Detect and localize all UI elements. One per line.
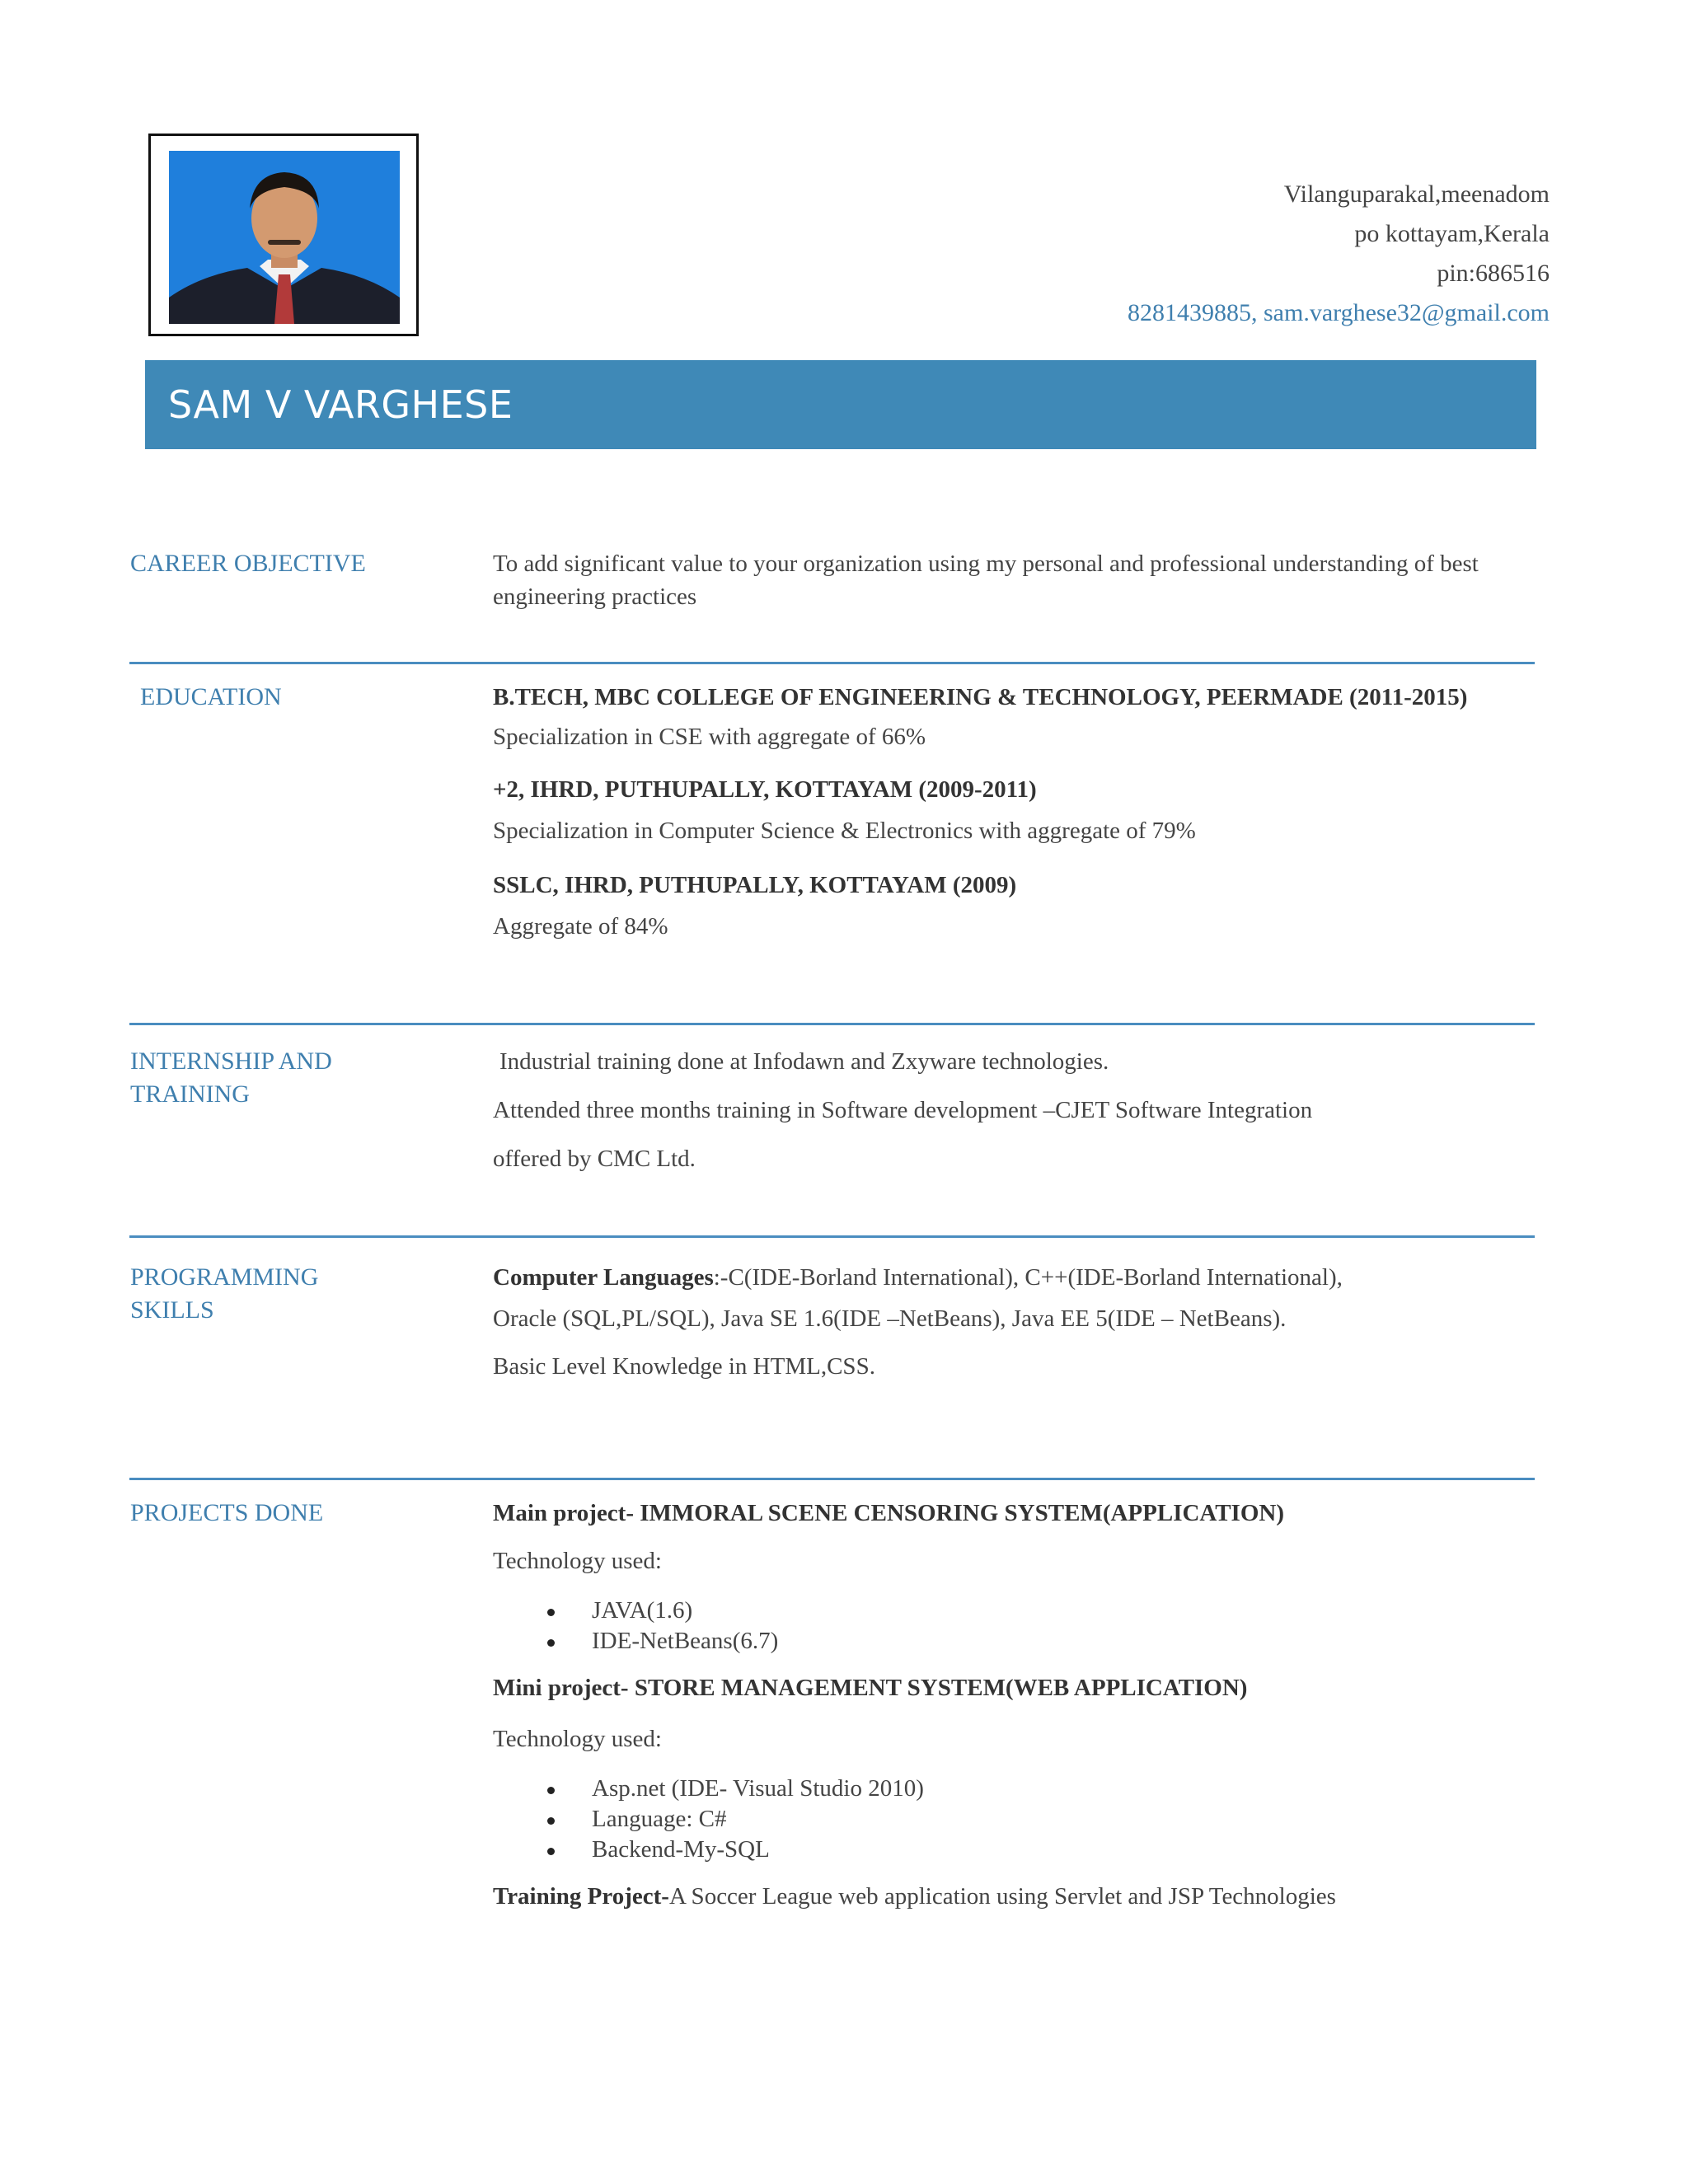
internship-line: offered by CMC Ltd.: [493, 1146, 696, 1172]
candidate-name: SAM V VARGHESE: [168, 382, 513, 427]
section-label-line: INTERNSHIP AND: [130, 1047, 332, 1075]
career-line: To add significant value to your organization using my personal and professional understanding of best: [493, 551, 1479, 577]
list-item: IDE-NetBeans(6.7): [493, 1626, 1540, 1657]
training-project-text: A Soccer League web application using Servlet and JSP Technologies: [668, 1883, 1336, 1910]
skills-languages-line: [493, 1261, 1540, 1294]
section-label-programming-skills: [130, 1261, 318, 1327]
skills-languages-label: Computer Languages: [493, 1264, 714, 1291]
main-project-line: [493, 1497, 1540, 1530]
skills-line: Basic Level Knowledge in HTML,CSS.: [493, 1353, 875, 1380]
address-line: pin:686516: [1437, 260, 1550, 287]
education-detail: Specialization in CSE with aggregate of 66%: [493, 724, 926, 750]
mini-project-title: STORE MANAGEMENT SYSTEM(WEB APPLICATION): [634, 1675, 1248, 1701]
address-line: po kottayam,Kerala: [1354, 220, 1550, 247]
section-label-projects: PROJECTS DONE: [130, 1499, 324, 1526]
profile-photo: [169, 151, 400, 324]
list-item: Backend-My-SQL: [493, 1835, 1540, 1865]
section-divider: [129, 662, 1535, 664]
address-line: Vilanguparakal,meenadom: [1283, 180, 1550, 208]
section-label-line: PROGRAMMING: [130, 1263, 319, 1291]
internship-line: Industrial training done at Infodawn and Zxyware technologies.: [499, 1048, 1109, 1075]
education-content: [493, 681, 1540, 943]
career-objective-text: [493, 547, 1540, 613]
list-item: Language: C#: [493, 1804, 1540, 1835]
section-label-internship: [130, 1045, 332, 1111]
education-title: +2, IHRD, PUTHUPALLY, KOTTAYAM (2009-2011): [493, 776, 1037, 803]
education-detail: Aggregate of 84%: [493, 913, 668, 940]
mini-project-line: [493, 1671, 1540, 1704]
main-project-suffix: (APPLICATION): [1102, 1500, 1285, 1526]
education-title: B.TECH, MBC COLLEGE OF ENGINEERING & TECHNOLOGY, PEERMADE (2011-2015): [493, 684, 1468, 710]
projects-content: [493, 1497, 1540, 1913]
section-label-line: SKILLS: [130, 1296, 214, 1324]
contact-line[interactable]: 8281439885, sam.varghese32@gmail.com: [1128, 299, 1550, 326]
list-item: Asp.net (IDE- Visual Studio 2010): [493, 1774, 1540, 1804]
internship-line: Attended three months training in Software development –CJET Software Integration: [493, 1097, 1313, 1123]
main-project-title: IMMORAL SCENE CENSORING SYSTEM: [640, 1500, 1103, 1526]
section-label-line: TRAINING: [130, 1080, 250, 1108]
training-project-label: Training Project-: [493, 1883, 669, 1910]
skills-languages-text: :-C(IDE-Borland International), C++(IDE-Borland International),: [713, 1264, 1343, 1291]
section-label-career-objective: CAREER OBJECTIVE: [130, 550, 366, 577]
technology-used-label: Technology used:: [493, 1726, 662, 1752]
profile-photo-frame: [148, 134, 419, 336]
skills-line: Oracle (SQL,PL/SQL), Java SE 1.6(IDE –NetBeans), Java EE 5(IDE – NetBeans).: [493, 1305, 1287, 1332]
technology-used-label: Technology used:: [493, 1548, 662, 1574]
internship-content: [493, 1045, 1540, 1175]
mini-project-tech-list: [493, 1774, 1540, 1865]
name-banner: [145, 360, 1536, 449]
education-detail: Specialization in Computer Science & Electronics with aggregate of 79%: [493, 818, 1196, 844]
main-project-label: Main project-: [493, 1500, 640, 1526]
section-divider: [129, 1478, 1535, 1480]
career-line: engineering practices: [493, 583, 697, 610]
section-divider: [129, 1023, 1535, 1025]
section-label-education: EDUCATION: [140, 683, 282, 710]
section-divider: [129, 1235, 1535, 1238]
education-title: SSLC, IHRD, PUTHUPALLY, KOTTAYAM (2009): [493, 872, 1017, 898]
list-item: JAVA(1.6): [493, 1596, 1540, 1626]
mini-project-label: Mini project-: [493, 1675, 635, 1701]
main-project-tech-list: [493, 1596, 1540, 1657]
skills-content: [493, 1261, 1540, 1383]
training-project-line: [493, 1880, 1540, 1913]
address-block: [1128, 175, 1550, 333]
